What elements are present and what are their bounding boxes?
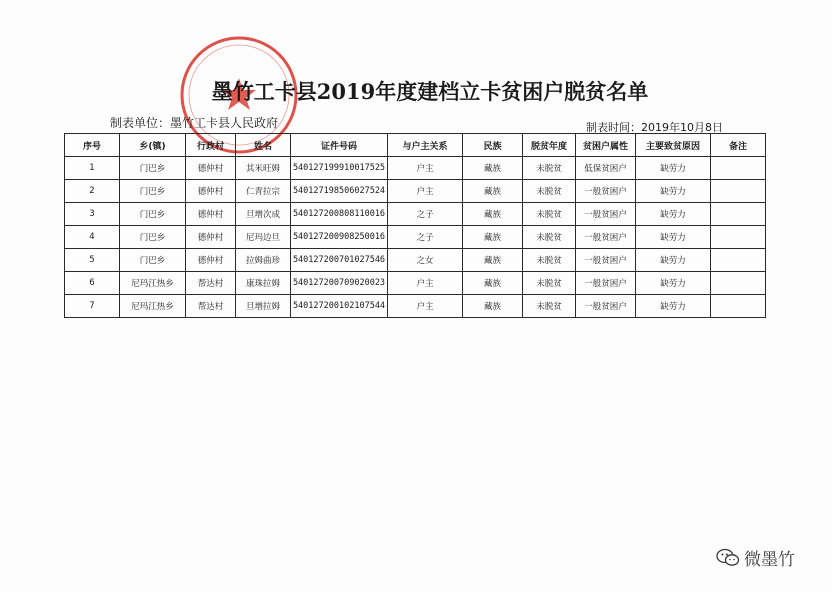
cell-reason: 缺劳力	[636, 272, 711, 295]
cell-ethnicity: 藏族	[463, 157, 523, 180]
cell-remark	[711, 180, 766, 203]
cell-year: 未脱贫	[523, 157, 576, 180]
cell-remark	[711, 295, 766, 318]
unit-label: 制表单位：	[110, 116, 171, 130]
cell-relation: 之子	[388, 203, 463, 226]
cell-attribute: 一般贫困户	[576, 226, 636, 249]
cell-id-number: 540127200808110016	[291, 203, 388, 226]
cell-township: 门巴乡	[120, 180, 186, 203]
cell-village: 帮达村	[186, 295, 236, 318]
cell-ethnicity: 藏族	[463, 180, 523, 203]
unit-value: 墨竹工卡县人民政府	[170, 116, 279, 130]
cell-relation: 户主	[388, 180, 463, 203]
cell-relation: 之子	[388, 226, 463, 249]
table-header-row	[65, 134, 766, 157]
cell-relation: 之女	[388, 249, 463, 272]
cell-attribute: 一般贫困户	[576, 249, 636, 272]
page-title: 墨竹工卡县2019年度建档立卡贫困户脱贫名单	[211, 79, 649, 104]
cell-seq: 3	[65, 203, 120, 226]
header-name: 姓名	[236, 134, 291, 157]
cell-attribute: 一般贫困户	[576, 272, 636, 295]
cell-township: 门巴乡	[120, 226, 186, 249]
cell-township: 门巴乡	[120, 203, 186, 226]
cell-id-number: 540127200709020023	[291, 272, 388, 295]
cell-ethnicity: 藏族	[463, 203, 523, 226]
header-relation: 与户主关系	[388, 134, 463, 157]
cell-attribute: 一般贫困户	[576, 203, 636, 226]
cell-name: 仁青拉宗	[236, 180, 291, 203]
wechat-icon	[716, 548, 740, 568]
cell-seq: 2	[65, 180, 120, 203]
cell-reason: 缺劳力	[636, 203, 711, 226]
cell-village: 德仲村	[186, 157, 236, 180]
header-township: 乡(镇)	[120, 134, 186, 157]
header-reason: 主要致贫原因	[636, 134, 711, 157]
header-ethnicity: 民族	[463, 134, 523, 157]
table-row	[65, 157, 766, 180]
cell-name: 其米旺姆	[236, 157, 291, 180]
cell-township: 尼玛江热乡	[120, 295, 186, 318]
cell-township: 门巴乡	[120, 157, 186, 180]
cell-village: 帮达村	[186, 272, 236, 295]
cell-reason: 缺劳力	[636, 295, 711, 318]
cell-year: 未脱贫	[523, 295, 576, 318]
cell-village: 德仲村	[186, 203, 236, 226]
cell-name: 尼玛边旦	[236, 226, 291, 249]
cell-year: 未脱贫	[523, 226, 576, 249]
date-label: 制表时间：	[586, 121, 641, 134]
table-row	[65, 180, 766, 203]
table-row	[65, 272, 766, 295]
header-seq: 序号	[65, 134, 120, 157]
cell-township: 尼玛江热乡	[120, 272, 186, 295]
header-id-number: 证件号码	[291, 134, 388, 157]
cell-year: 未脱贫	[523, 272, 576, 295]
cell-seq: 5	[65, 249, 120, 272]
cell-year: 未脱贫	[523, 203, 576, 226]
cell-ethnicity: 藏族	[463, 272, 523, 295]
cell-attribute: 低保贫困户	[576, 157, 636, 180]
cell-id-number: 540127199910017525	[291, 157, 388, 180]
cell-year: 未脱贫	[523, 180, 576, 203]
cell-remark	[711, 249, 766, 272]
cell-reason: 缺劳力	[636, 180, 711, 203]
cell-name: 康珠拉姆	[236, 272, 291, 295]
cell-reason: 缺劳力	[636, 226, 711, 249]
wechat-watermark	[716, 545, 795, 570]
cell-id-number: 540127198506027524	[291, 180, 388, 203]
cell-seq: 6	[65, 272, 120, 295]
table-row	[65, 203, 766, 226]
header-attribute: 贫困户属性	[576, 134, 636, 157]
cell-reason: 缺劳力	[636, 157, 711, 180]
compiling-unit	[110, 114, 278, 131]
table-row	[65, 226, 766, 249]
cell-village: 德仲村	[186, 226, 236, 249]
cell-remark	[711, 203, 766, 226]
cell-ethnicity: 藏族	[463, 295, 523, 318]
cell-name: 拉姆曲珍	[236, 249, 291, 272]
cell-seq: 4	[65, 226, 120, 249]
header-remark: 备注	[711, 134, 766, 157]
watermark-text: 微墨竹	[744, 550, 795, 570]
cell-id-number: 540127200102107544	[291, 295, 388, 318]
cell-name: 旦增拉姆	[236, 295, 291, 318]
cell-ethnicity: 藏族	[463, 226, 523, 249]
cell-township: 门巴乡	[120, 249, 186, 272]
header-year: 脱贫年度	[523, 134, 576, 157]
header-village: 行政村	[186, 134, 236, 157]
table-row	[65, 295, 766, 318]
cell-attribute: 一般贫困户	[576, 180, 636, 203]
cell-remark	[711, 157, 766, 180]
cell-remark	[711, 272, 766, 295]
cell-id-number: 540127200908250016	[291, 226, 388, 249]
cell-relation: 户主	[388, 157, 463, 180]
cell-name: 旦增次成	[236, 203, 291, 226]
date-value: 2019年10月8日	[641, 121, 723, 134]
cell-village: 德仲村	[186, 180, 236, 203]
cell-seq: 7	[65, 295, 120, 318]
cell-remark	[711, 226, 766, 249]
cell-seq: 1	[65, 157, 120, 180]
cell-ethnicity: 藏族	[463, 249, 523, 272]
table-row	[65, 249, 766, 272]
poverty-list-table	[64, 133, 766, 318]
cell-relation: 户主	[388, 295, 463, 318]
cell-attribute: 一般贫困户	[576, 295, 636, 318]
cell-year: 未脱贫	[523, 249, 576, 272]
cell-village: 德仲村	[186, 249, 236, 272]
cell-reason: 缺劳力	[636, 249, 711, 272]
cell-id-number: 540127200701027546	[291, 249, 388, 272]
cell-relation: 户主	[388, 272, 463, 295]
